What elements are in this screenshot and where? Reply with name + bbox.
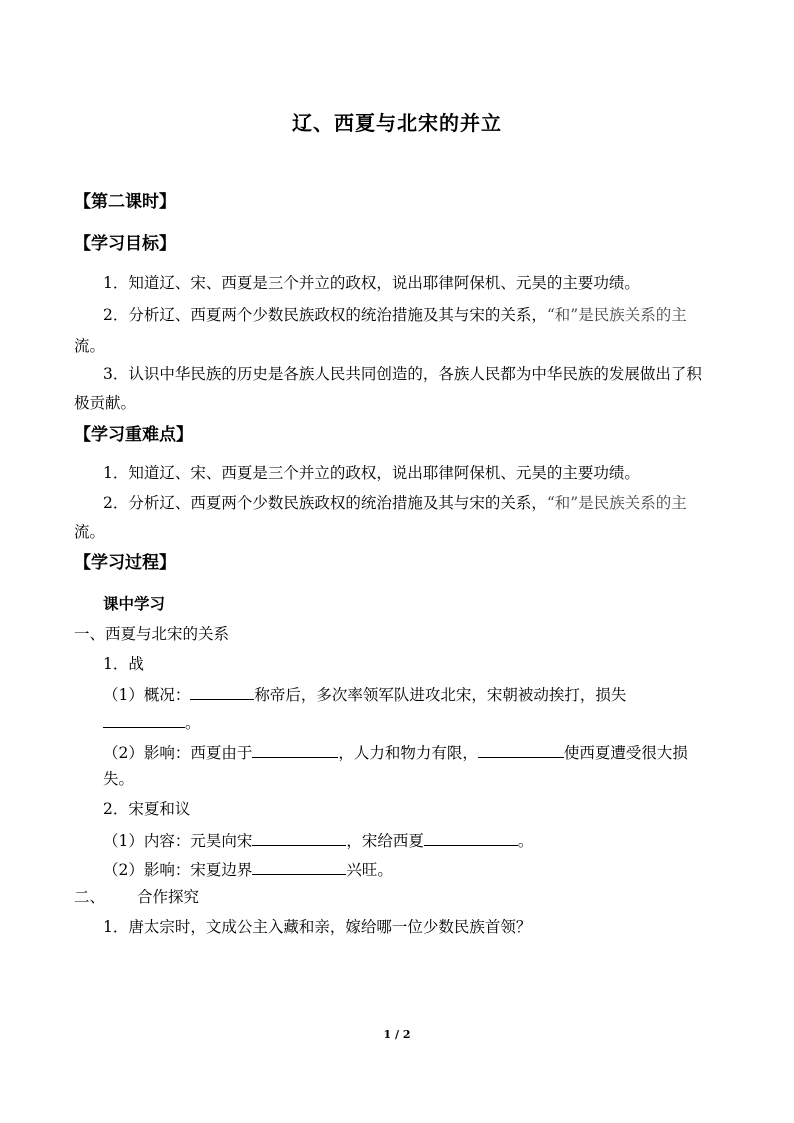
objective-item-1: 1．知道辽、宋、西夏是三个并立的政权，说出耶律阿保机、元昊的主要功绩。 [103,274,640,292]
overview-line [103,683,626,705]
section-1-title: 一、西夏与北宋的关系 [74,625,230,643]
key-point-item-2-quote: “和”是民族关系的主 [546,494,687,512]
war-subheading: 1．战 [103,655,144,673]
effect-line [103,858,393,880]
effect-blank[interactable] [252,858,346,875]
impact-blank-1[interactable] [252,741,338,758]
impact-label: （2）影响：西夏由于 [103,744,253,762]
objective-item-2 [103,305,687,325]
key-point-item-2-text: 2．分析辽、西夏两个少数民族政权的统治措施及其与宋的关系， [103,494,547,512]
key-points-heading: 【学习重难点】 [74,425,193,445]
overview-label: （1）概况： [103,686,191,704]
impact-blank-2[interactable] [478,741,564,758]
content-blank-1[interactable] [252,829,346,846]
section-2-text: 合作探究 [137,888,200,906]
objective-item-2-quote: “和”是民族关系的主 [546,306,687,324]
objective-item-3-line-2: 极贡献。 [74,394,137,412]
process-heading: 【学习过程】 [74,553,176,573]
in-class-subheading: 课中学习 [103,594,166,613]
impact-line-2: 失。 [103,770,135,788]
section-2-title [74,887,199,907]
key-point-item-2 [103,493,687,513]
peace-subheading: 2．宋夏和议 [103,800,191,818]
overview-end: 。 [185,714,201,732]
key-point-item-1: 1．知道辽、宋、西夏是三个并立的政权，说出耶律阿保机、元昊的主要功绩。 [103,464,640,482]
lesson-heading: 【第二课时】 [74,192,176,212]
page-number: 1 / 2 [383,1028,411,1041]
overview-blank-2[interactable] [103,711,185,728]
overview-line-2 [103,711,201,733]
content-line [103,829,533,851]
objective-item-2-continued: 流。 [74,337,106,355]
effect-label: （2）影响：宋夏边界 [103,861,253,879]
impact-line [103,741,688,763]
overview-blank-1[interactable] [190,683,254,700]
document-title: 辽、西夏与北宋的并立 [292,111,502,135]
content-label: （1）内容：元昊向宋 [103,832,253,850]
impact-middle: ，人力和物力有限， [338,744,478,762]
impact-text: 使西夏遭受很大损 [563,744,688,762]
content-end: 。 [517,832,534,850]
section-2-number: 二、 [74,888,106,906]
content-middle: ，宋给西夏 [346,832,424,850]
overview-text: 称帝后，多次率领军队进攻北宋，宋朝被动挨打，损失 [254,686,627,704]
content-blank-2[interactable] [424,829,518,846]
objective-item-2-text: 2．分析辽、西夏两个少数民族政权的统治措施及其与宋的关系， [103,306,547,324]
objective-item-3-line-1: 3．认识中华民族的历史是各族人民共同创造的，各族人民都为中华民族的发展做出了积 [103,365,702,383]
key-point-item-2-continued: 流。 [74,523,106,541]
effect-text: 兴旺。 [346,861,393,879]
question-1: 1．唐太宗时，文成公主入藏和亲，嫁给哪一位少数民族首领？ [103,918,532,936]
objectives-heading: 【学习目标】 [74,234,176,254]
